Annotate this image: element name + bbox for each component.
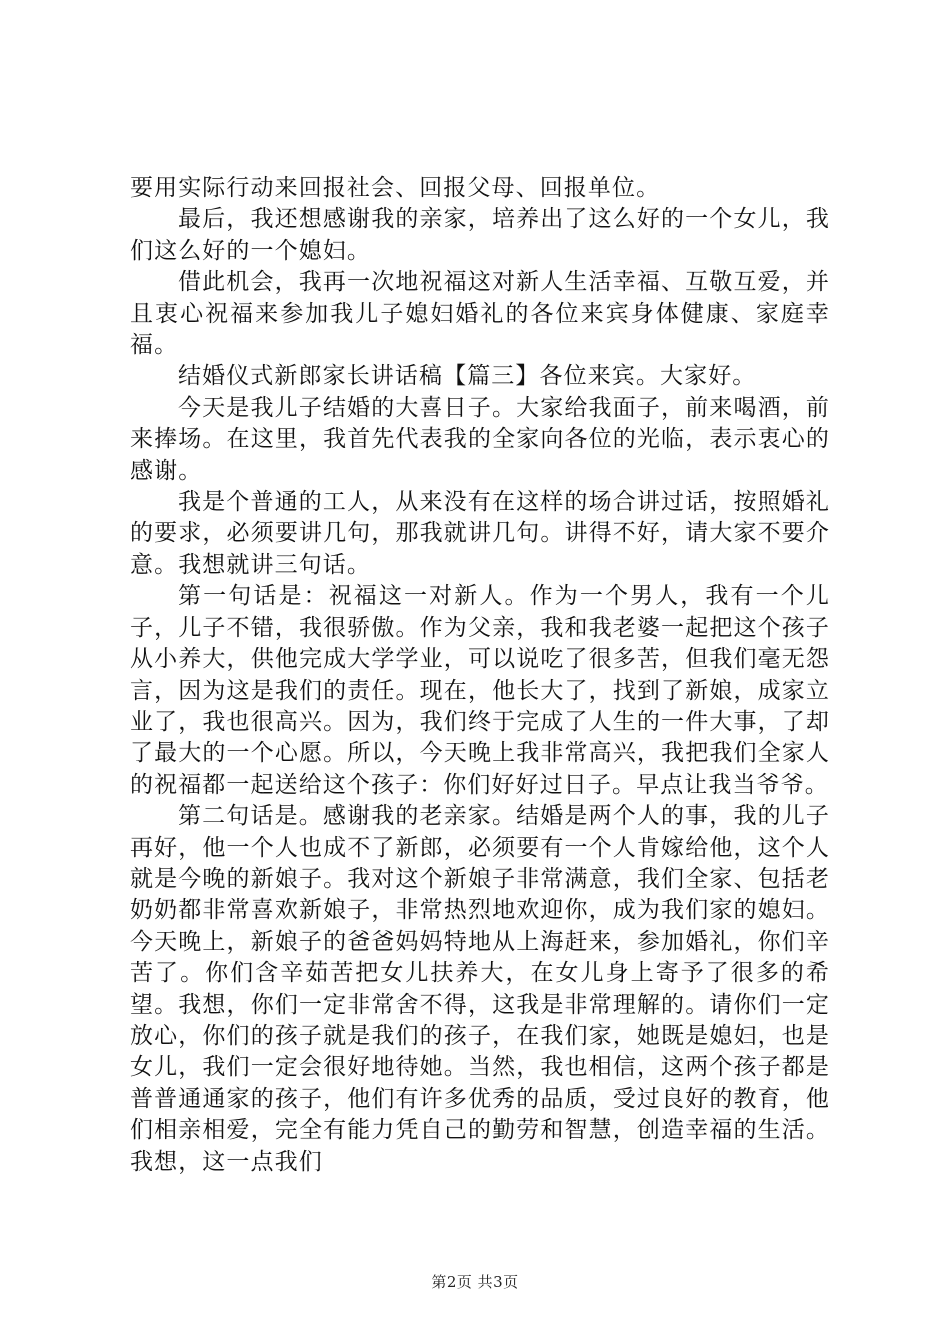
document-body	[130, 173, 830, 1178]
paragraph-1: 要用实际行动来回报社会、回报父母、回报单位。	[130, 175, 661, 201]
paragraph-8: 第二句话是。感谢我的老亲家。结婚是两个人的事，我的儿子再好，他一个人也成不了新郎，必须要有一个人肯嫁给他，这个人就是今晚的新娘子。我对这个新娘子非常满意，我们全家、包括老奶奶都非常喜欢新娘子，非常热烈地欢迎你，成为我们家的媳妇。今天晚上，新娘子的爸爸妈妈特地从上海赶来，参加婚礼，你们辛苦了。你们含辛茹苦把女儿扶养大，在女儿身上寄予了很多的希望。我想，你们一定非常舍不得，这我是非常理解的。请你们一定放心，你们的孩子就是我们的孩子，在我们家，她既是媳妇，也是女儿，我们一定会很好地待她。当然，我也相信，这两个孩子都是普普通通家的孩子，他们有许多优秀的品质，受过良好的教育，他们相亲相爱，完全有能力凭自己的勤劳和智慧，创造幸福的生活。我想，这一点我们	[130, 803, 830, 1175]
paragraph-4-heading: 结婚仪式新郎家长讲话稿【篇三】各位来宾。大家好。	[178, 363, 757, 390]
page-number-label: 第2页 共3页	[431, 1273, 519, 1291]
paragraph-7: 第一句话是：祝福这一对新人。作为一个男人，我有一个儿子，儿子不错，我很骄傲。作为父亲，我和我老婆一起把这个孩子从小养大，供他完成大学学业，可以说吃了很多苦，但我们毫无怨言，因为这是我们的责任。现在，他长大了，找到了新娘，成家立业了，我也很高兴。因为，我们终于完成了人生的一件大事，了却了最大的一个心愿。所以，今天晚上我非常高兴，我把我们全家人的祝福都一起送给这个孩子：你们好好过日子。早点让我当爷爷。	[130, 583, 830, 798]
paragraph-2: 最后，我还想感谢我的亲家，培养出了这么好的一个女儿，我们这么好的一个媳妇。	[130, 206, 830, 264]
paragraph-5: 今天是我儿子结婚的大喜日子。大家给我面子，前来喝酒，前来捧场。在这里，我首先代表我的全家向各位的光临，表示衷心的感谢。	[130, 394, 830, 484]
paragraph-6: 我是个普通的工人，从来没有在这样的场合讲过话，按照婚礼的要求，必须要讲几句，那我就讲几句。讲得不好，请大家不要介意。我想就讲三句话。	[130, 489, 830, 578]
page-footer	[0, 1271, 950, 1292]
paragraph-3: 借此机会，我再一次地祝福这对新人生活幸福、互敬互爱，并且衷心祝福来参加我儿子媳妇婚礼的各位来宾身体健康、家庭幸福。	[130, 269, 830, 359]
